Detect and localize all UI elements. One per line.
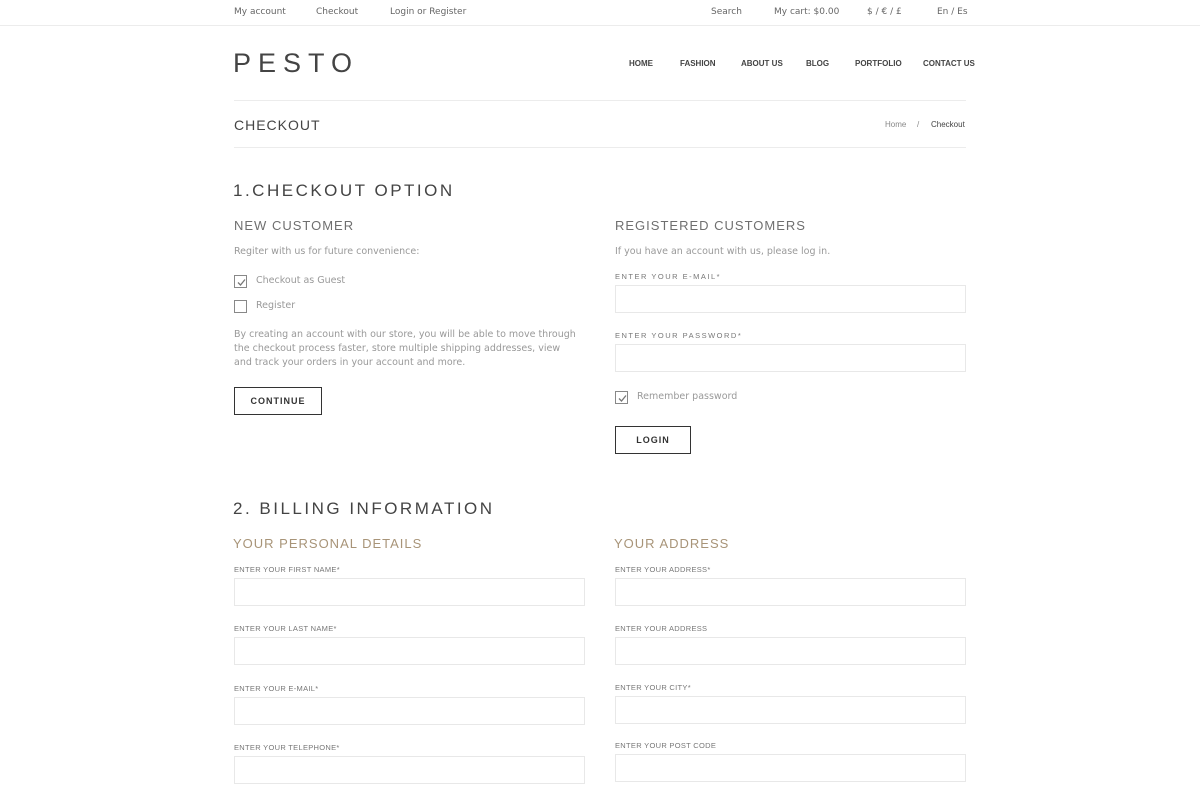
address-label: ENTER YOUR ADDRESS* [615,565,711,574]
new-customer-description: By creating an account with our store, you will be able to move through the checkout process faster, store multiple shipping addresses, view and track your orders in your account and more. [234,329,576,368]
checkout-link[interactable]: Checkout [316,7,359,17]
login-register-link[interactable]: Login or Register [390,7,467,17]
post-code-label: ENTER YOUR POST CODE [615,741,717,750]
top-utility-bar [0,0,1200,26]
city-input[interactable] [615,696,966,724]
telephone-label: ENTER YOUR TELEPHONE* [234,743,340,752]
address-line-2-input[interactable] [615,637,966,665]
nav-blog[interactable]: BLOG [806,59,830,68]
last-name-label: ENTER YOUR LAST NAME* [234,624,337,633]
telephone-input[interactable] [234,756,585,784]
login-email-label: ENTER YOUR E-MAIL* [615,272,722,281]
first-name-label: ENTER YOUR FIRST NAME* [234,565,340,574]
currency-selector[interactable]: $ / € / £ [867,7,902,17]
register-checkbox-label: Register [256,300,296,311]
divider [234,147,966,148]
guest-checkbox[interactable] [234,275,247,288]
new-customer-intro: Regiter with us for future convenience: [234,246,420,257]
search-link[interactable]: Search [711,7,742,17]
divider [234,100,966,101]
check-icon [236,277,247,288]
register-checkbox[interactable] [234,300,247,313]
breadcrumb-separator: / [917,120,920,129]
your-address-heading: YOUR ADDRESS [614,536,730,551]
checkout-option-heading: 1.CHECKOUT OPTION [233,181,455,200]
registered-intro: If you have an account with us, please log in. [615,246,831,257]
nav-about-us[interactable]: ABOUT US [741,59,783,68]
my-account-link[interactable]: My account [234,7,286,17]
remember-password-checkbox[interactable] [615,391,628,404]
nav-contact-us[interactable]: CONTACT US [923,59,975,68]
breadcrumb-current: Checkout [931,120,965,129]
guest-checkbox-label: Checkout as Guest [256,275,346,286]
nav-home[interactable]: HOME [629,59,653,68]
address-line-2-label: ENTER YOUR ADDRESS [615,624,708,633]
login-button[interactable]: LOGIN [615,426,691,454]
page-title: CHECKOUT [234,117,321,133]
remember-password-label: Remember password [637,391,738,402]
login-password-input[interactable] [615,344,966,372]
check-icon [617,393,628,404]
first-name-input[interactable] [234,578,585,606]
login-email-input[interactable] [615,285,966,313]
cart-link[interactable]: My cart: $0.00 [774,7,840,17]
personal-details-heading: YOUR PERSONAL DETAILS [233,536,423,551]
last-name-input[interactable] [234,637,585,665]
city-label: ENTER YOUR CITY* [615,683,691,692]
login-password-label: ENTER YOUR PASSWORD* [615,331,743,340]
nav-portfolio[interactable]: PORTFOLIO [855,59,902,68]
logo[interactable]: PESTO [233,48,360,78]
billing-email-label: ENTER YOUR E-MAIL* [234,684,319,693]
language-selector[interactable]: En / Es [937,7,968,17]
continue-button[interactable]: CONTINUE [234,387,322,415]
new-customer-heading: NEW CUSTOMER [234,218,355,233]
address-input[interactable] [615,578,966,606]
post-code-input[interactable] [615,754,966,782]
breadcrumb-home[interactable]: Home [885,120,907,129]
billing-email-input[interactable] [234,697,585,725]
registered-customers-heading: REGISTERED CUSTOMERS [615,218,806,233]
nav-fashion[interactable]: FASHION [680,59,716,68]
billing-information-heading: 2. BILLING INFORMATION [233,499,495,518]
